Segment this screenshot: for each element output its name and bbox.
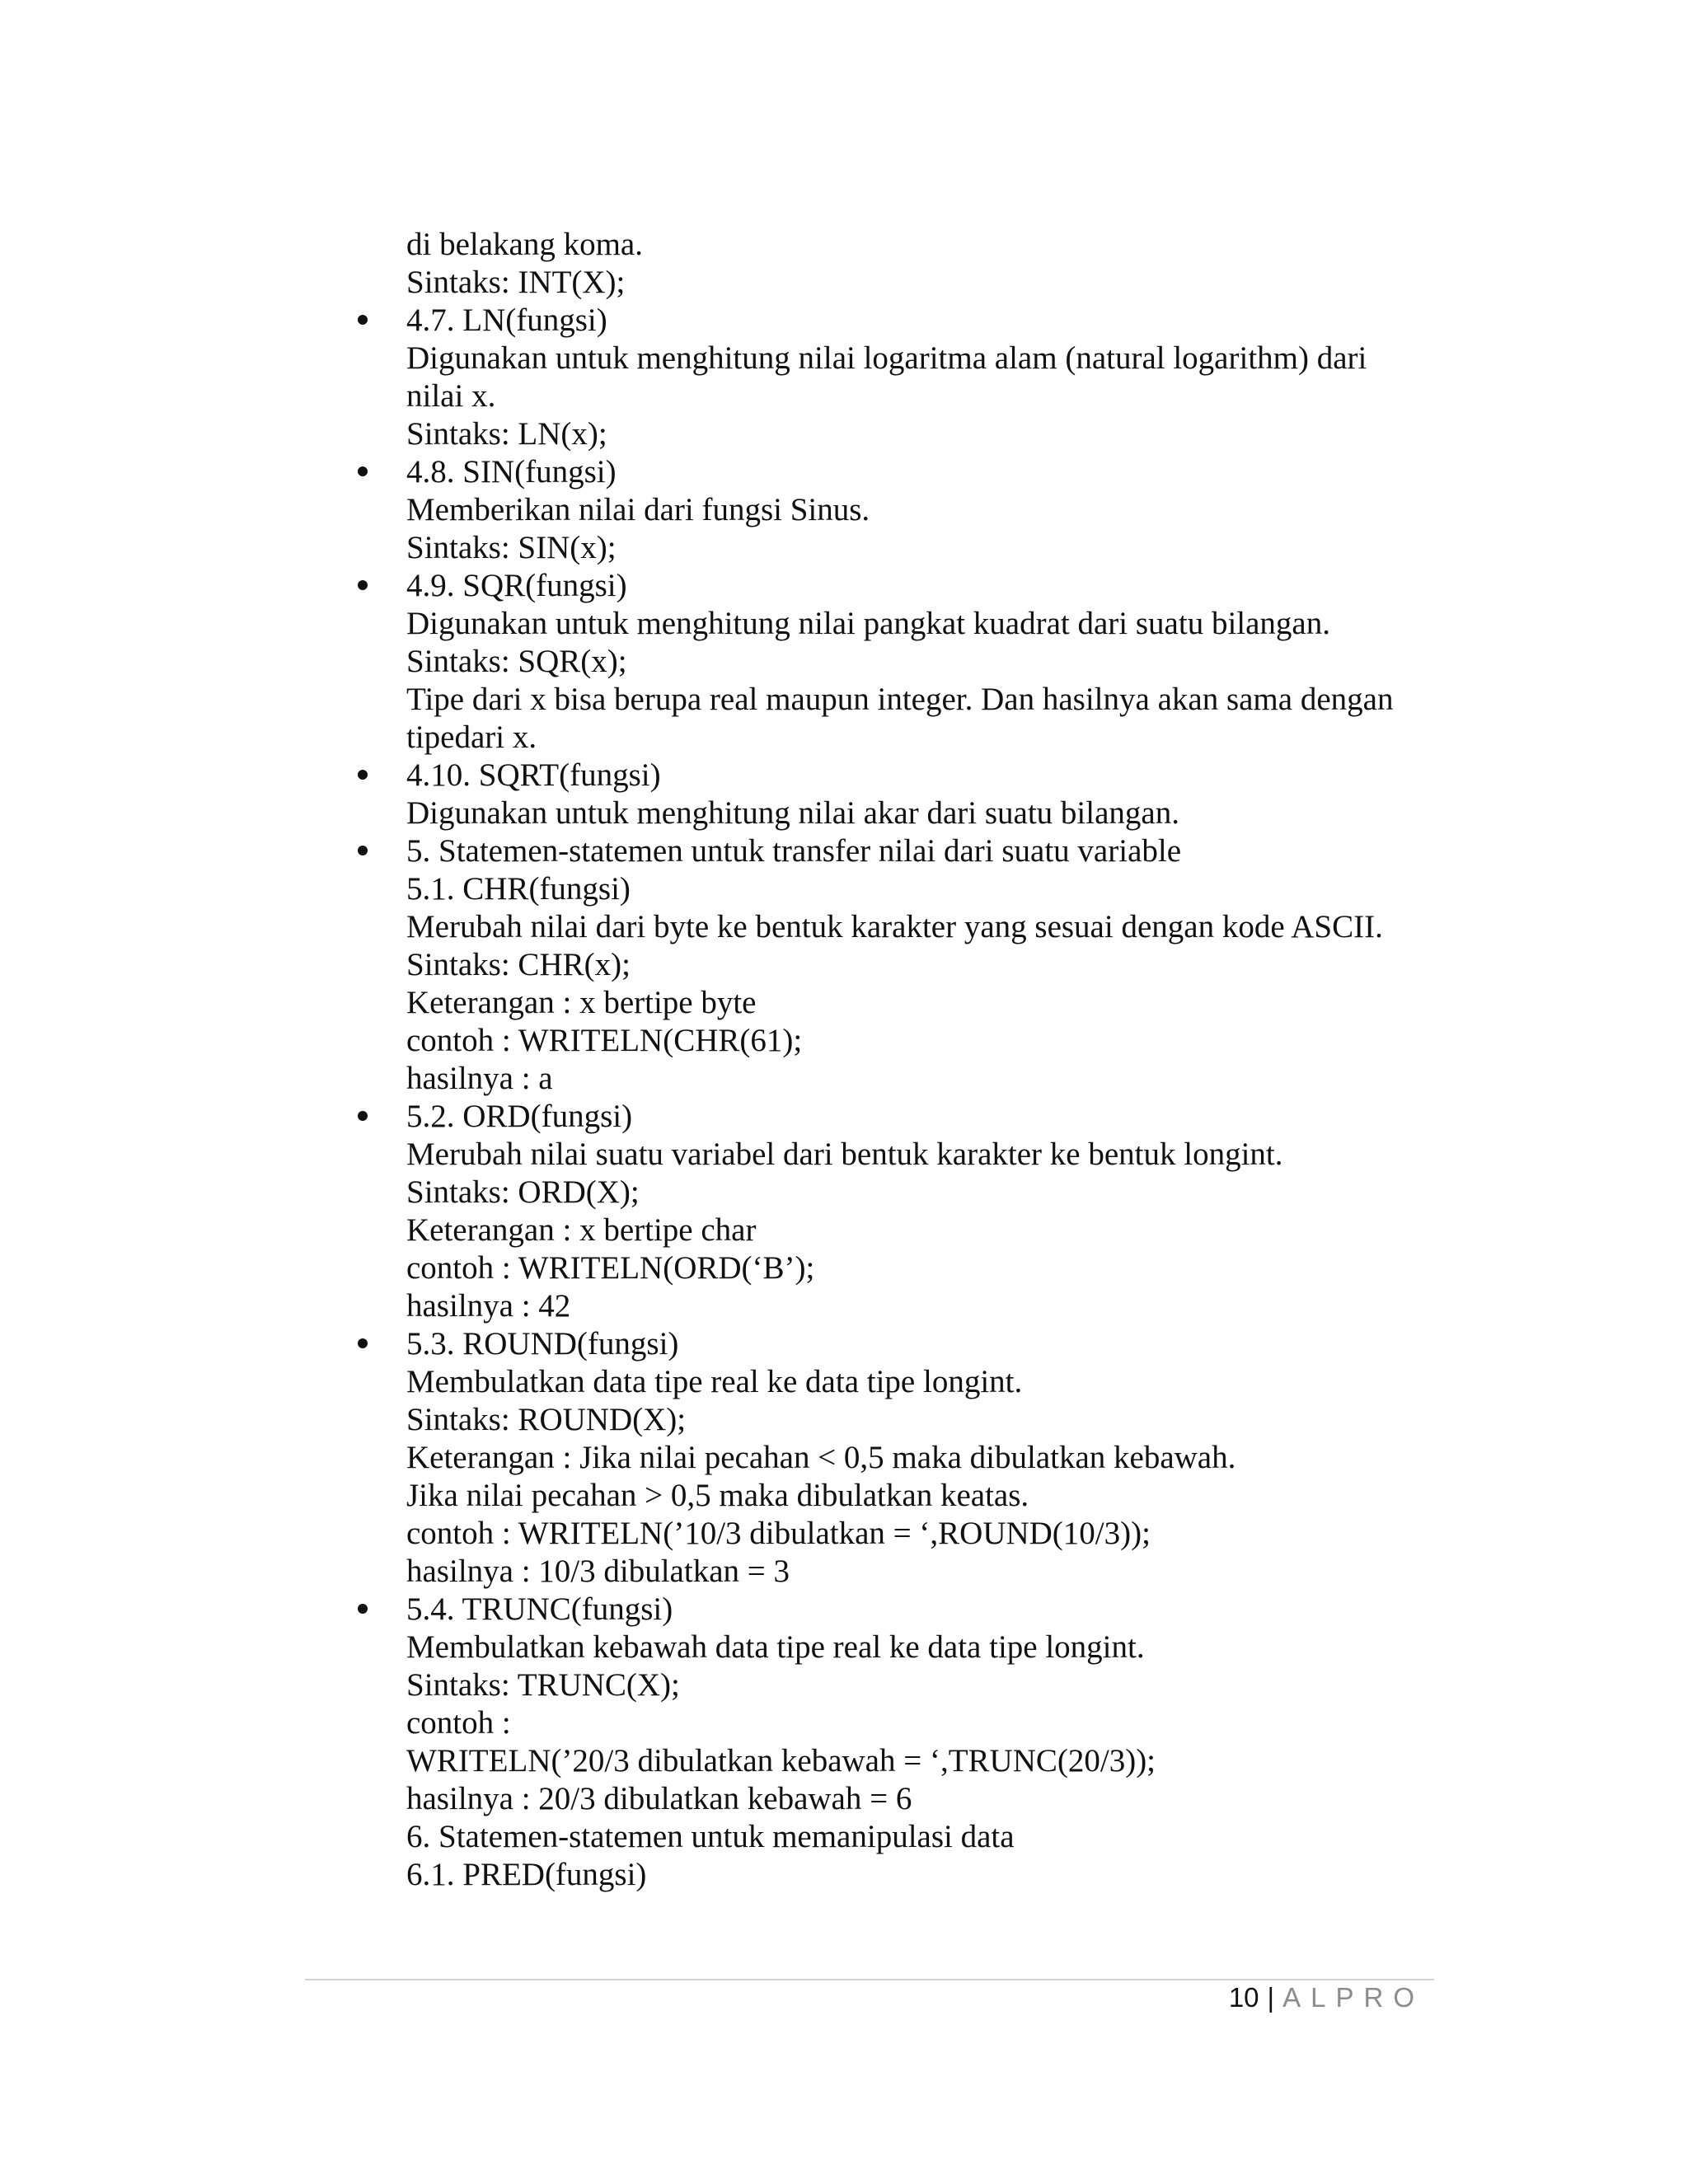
- text-line: di belakang koma.: [406, 227, 643, 262]
- text-line: tipedari x.: [406, 719, 537, 755]
- text-line: nilai x.: [406, 378, 496, 414]
- text-line: hasilnya : a: [406, 1061, 553, 1096]
- page-body: [354, 226, 1459, 1894]
- footer-separator: |: [1267, 1982, 1275, 2013]
- text-line: Jika nilai pecahan > 0,5 maka dibulatkan keatas.: [406, 1478, 1029, 1513]
- bullet-item: 4.9. SQR(fungsi): [354, 567, 1459, 605]
- text-line: Sintaks: SIN(x);: [406, 530, 617, 565]
- text-line: WRITELN(’20/3 dibulatkan kebawah = ‘,TRUNC(20/3));: [406, 1743, 1156, 1779]
- text-line: contoh : WRITELN(ORD(‘B’);: [406, 1250, 815, 1286]
- page-footer: [1229, 1982, 1424, 2013]
- text-line: Merubah nilai suatu variabel dari bentuk karakter ke bentuk longint.: [406, 1137, 1283, 1172]
- text-line: Membulatkan data tipe real ke data tipe longint.: [406, 1364, 1023, 1399]
- bullet-item: 5.4. TRUNC(fungsi): [354, 1591, 1459, 1629]
- text-line: hasilnya : 42: [406, 1288, 571, 1324]
- text-line: Sintaks: LN(x);: [406, 416, 607, 452]
- bullet-item: 4.8. SIN(fungsi): [354, 453, 1459, 491]
- bullet-item: 5. Statemen-statemen untuk transfer nilai dari suatu variable: [354, 832, 1459, 870]
- bullet-item: 5.3. ROUND(fungsi): [354, 1325, 1459, 1363]
- text-line: Sintaks: TRUNC(X);: [406, 1667, 680, 1703]
- text-line: Sintaks: INT(X);: [406, 265, 626, 300]
- bullet-item: 4.7. LN(fungsi): [354, 302, 1459, 340]
- text-line: contoh :: [406, 1705, 511, 1741]
- text-line: Keterangan : x bertipe char: [406, 1212, 757, 1248]
- document-title: ALPRO: [1282, 1982, 1424, 2013]
- text-line: Sintaks: SQR(x);: [406, 644, 627, 679]
- text-line: Merubah nilai dari byte ke bentuk karakter yang sesuai dengan kode ASCII.: [406, 909, 1383, 944]
- text-line: contoh : WRITELN(CHR(61);: [406, 1023, 803, 1058]
- text-line: Sintaks: ROUND(X);: [406, 1402, 687, 1437]
- text-line: Sintaks: CHR(x);: [406, 947, 631, 982]
- text-line: Memberikan nilai dari fungsi Sinus.: [406, 492, 870, 527]
- text-line: Keterangan : Jika nilai pecahan < 0,5 maka dibulatkan kebawah.: [406, 1440, 1236, 1475]
- text-line: Digunakan untuk menghitung nilai logaritma alam (natural logarithm) dari: [406, 340, 1367, 376]
- text-line: 6.1. PRED(fungsi): [406, 1857, 647, 1892]
- footer-divider: [305, 1979, 1434, 1980]
- page-number: 10: [1228, 1982, 1259, 2013]
- text-line: Sintaks: ORD(X);: [406, 1174, 640, 1210]
- text-line: contoh : WRITELN(’10/3 dibulatkan = ‘,ROUND(10/3));: [406, 1516, 1151, 1551]
- bullet-item: 5.2. ORD(fungsi): [354, 1098, 1459, 1136]
- text-line: Tipe dari x bisa berupa real maupun integer. Dan hasilnya akan sama dengan: [406, 682, 1394, 717]
- text-line: hasilnya : 20/3 dibulatkan kebawah = 6: [406, 1781, 912, 1816]
- text-line: Digunakan untuk menghitung nilai pangkat kuadrat dari suatu bilangan.: [406, 606, 1330, 641]
- text-line: Digunakan untuk menghitung nilai akar dari suatu bilangan.: [406, 795, 1179, 831]
- text-line: Membulatkan kebawah data tipe real ke data tipe longint.: [406, 1629, 1145, 1665]
- bullet-item: 4.10. SQRT(fungsi): [354, 757, 1459, 794]
- text-line: 6. Statemen-statemen untuk memanipulasi data: [406, 1819, 1015, 1854]
- text-line: hasilnya : 10/3 dibulatkan = 3: [406, 1554, 790, 1589]
- text-line: Keterangan : x bertipe byte: [406, 985, 757, 1020]
- text-line: 5.1. CHR(fungsi): [406, 871, 631, 907]
